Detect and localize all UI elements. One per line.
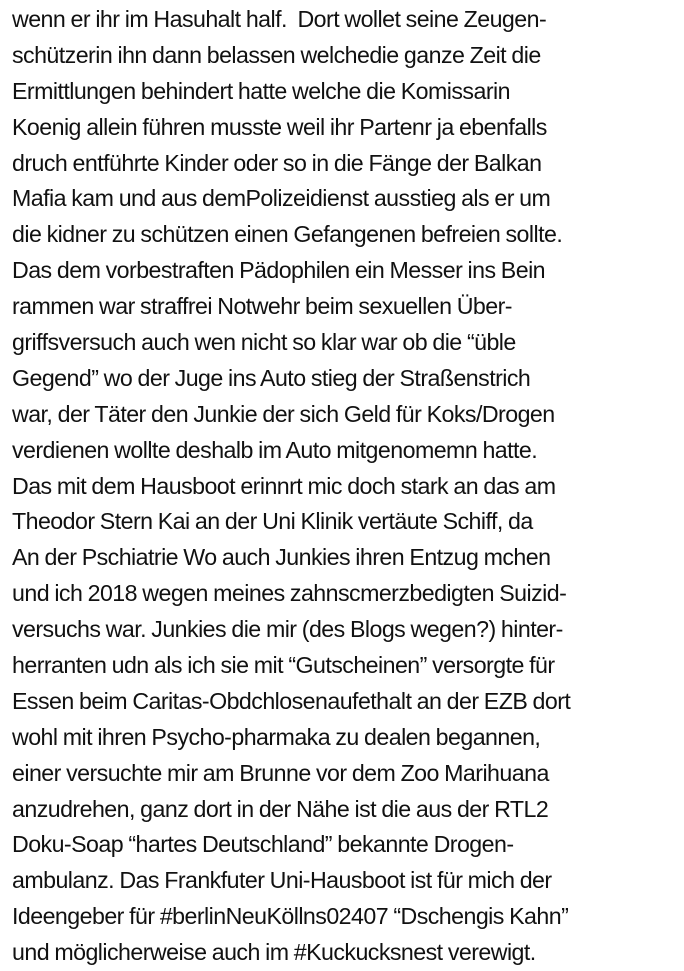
text-line-10: griffsversuch auch wen nicht so klar war ob die “üble: [12, 329, 516, 356]
text-line-22: einer versuchte mir am Brunne vor dem Zoo Marihuana: [12, 759, 549, 786]
text-line-20: Essen beim Caritas-Obdchlosenaufethalt an der EZB dort: [12, 687, 571, 714]
text-line-25: ambulanz. Das Frankfuter Uni-Hausboot ist für mich der: [12, 867, 552, 894]
text-line-21: wohl mit ihren Psycho-pharmaka zu dealen begannen,: [12, 723, 541, 750]
text-line-23: anzudrehen, ganz dort in der Nähe ist die aus der RTL2: [12, 795, 549, 822]
body-text: [12, 2, 684, 971]
text-line-1: wenn er ihr im Hasuhalt half. Dort wollet seine Zeugen-: [12, 6, 547, 32]
text-line-9: rammen war straffrei Notwehr beim sexuellen Über-: [12, 293, 512, 320]
text-line-5: druch entführte Kinder oder so in die Fänge der Balkan: [12, 149, 542, 176]
text-line-19: herranten udn als ich sie mit “Gutscheinen” versorgte für: [12, 652, 555, 679]
text-line-24: Doku-Soap “hartes Deutschland” bekannte Drogen-: [12, 831, 514, 858]
text-line-16: An der Pschiatrie Wo auch Junkies ihren Entzug mchen: [12, 544, 551, 571]
text-line-18: versuchs war. Junkies die mir (des Blogs wegen?) hinter-: [12, 616, 563, 643]
text-line-27: und möglicherweise auch im #Kuckucksnest verewigt.: [12, 939, 536, 966]
text-line-17: und ich 2018 wegen meines zahnscmerzbedigten Suizid-: [12, 580, 567, 607]
text-line-14: Das mit dem Hausboot erinnrt mic doch stark an das am: [12, 472, 556, 499]
text-line-12: war, der Täter den Junkie der sich Geld für Koks/Drogen: [12, 400, 555, 427]
text-line-4: Koenig allein führen musste weil ihr Partenr ja ebenfalls: [12, 113, 547, 140]
text-line-7: die kidner zu schützen einen Gefangenen befreien sollte.: [12, 221, 563, 248]
text-line-26: Ideengeber für #berlinNeuKöllns02407 “Dschengis Kahn”: [12, 903, 569, 930]
text-line-2: schützerin ihn dann belassen welchedie ganze Zeit die: [12, 41, 541, 68]
text-line-13: verdienen wollte deshalb im Auto mitgenomemn hatte.: [12, 436, 538, 463]
text-line-15: Theodor Stern Kai an der Uni Klinik vertäute Schiff, da: [12, 508, 533, 535]
text-line-11: Gegend” wo der Juge ins Auto stieg der Straßenstrich: [12, 364, 531, 391]
text-line-3: Ermittlungen behindert hatte welche die Komissarin: [12, 77, 510, 104]
text-line-6: Mafia kam und aus demPolizeidienst ausstieg als er um: [12, 185, 551, 212]
text-line-8: Das dem vorbestraften Pädophilen ein Messer ins Bein: [12, 257, 546, 284]
